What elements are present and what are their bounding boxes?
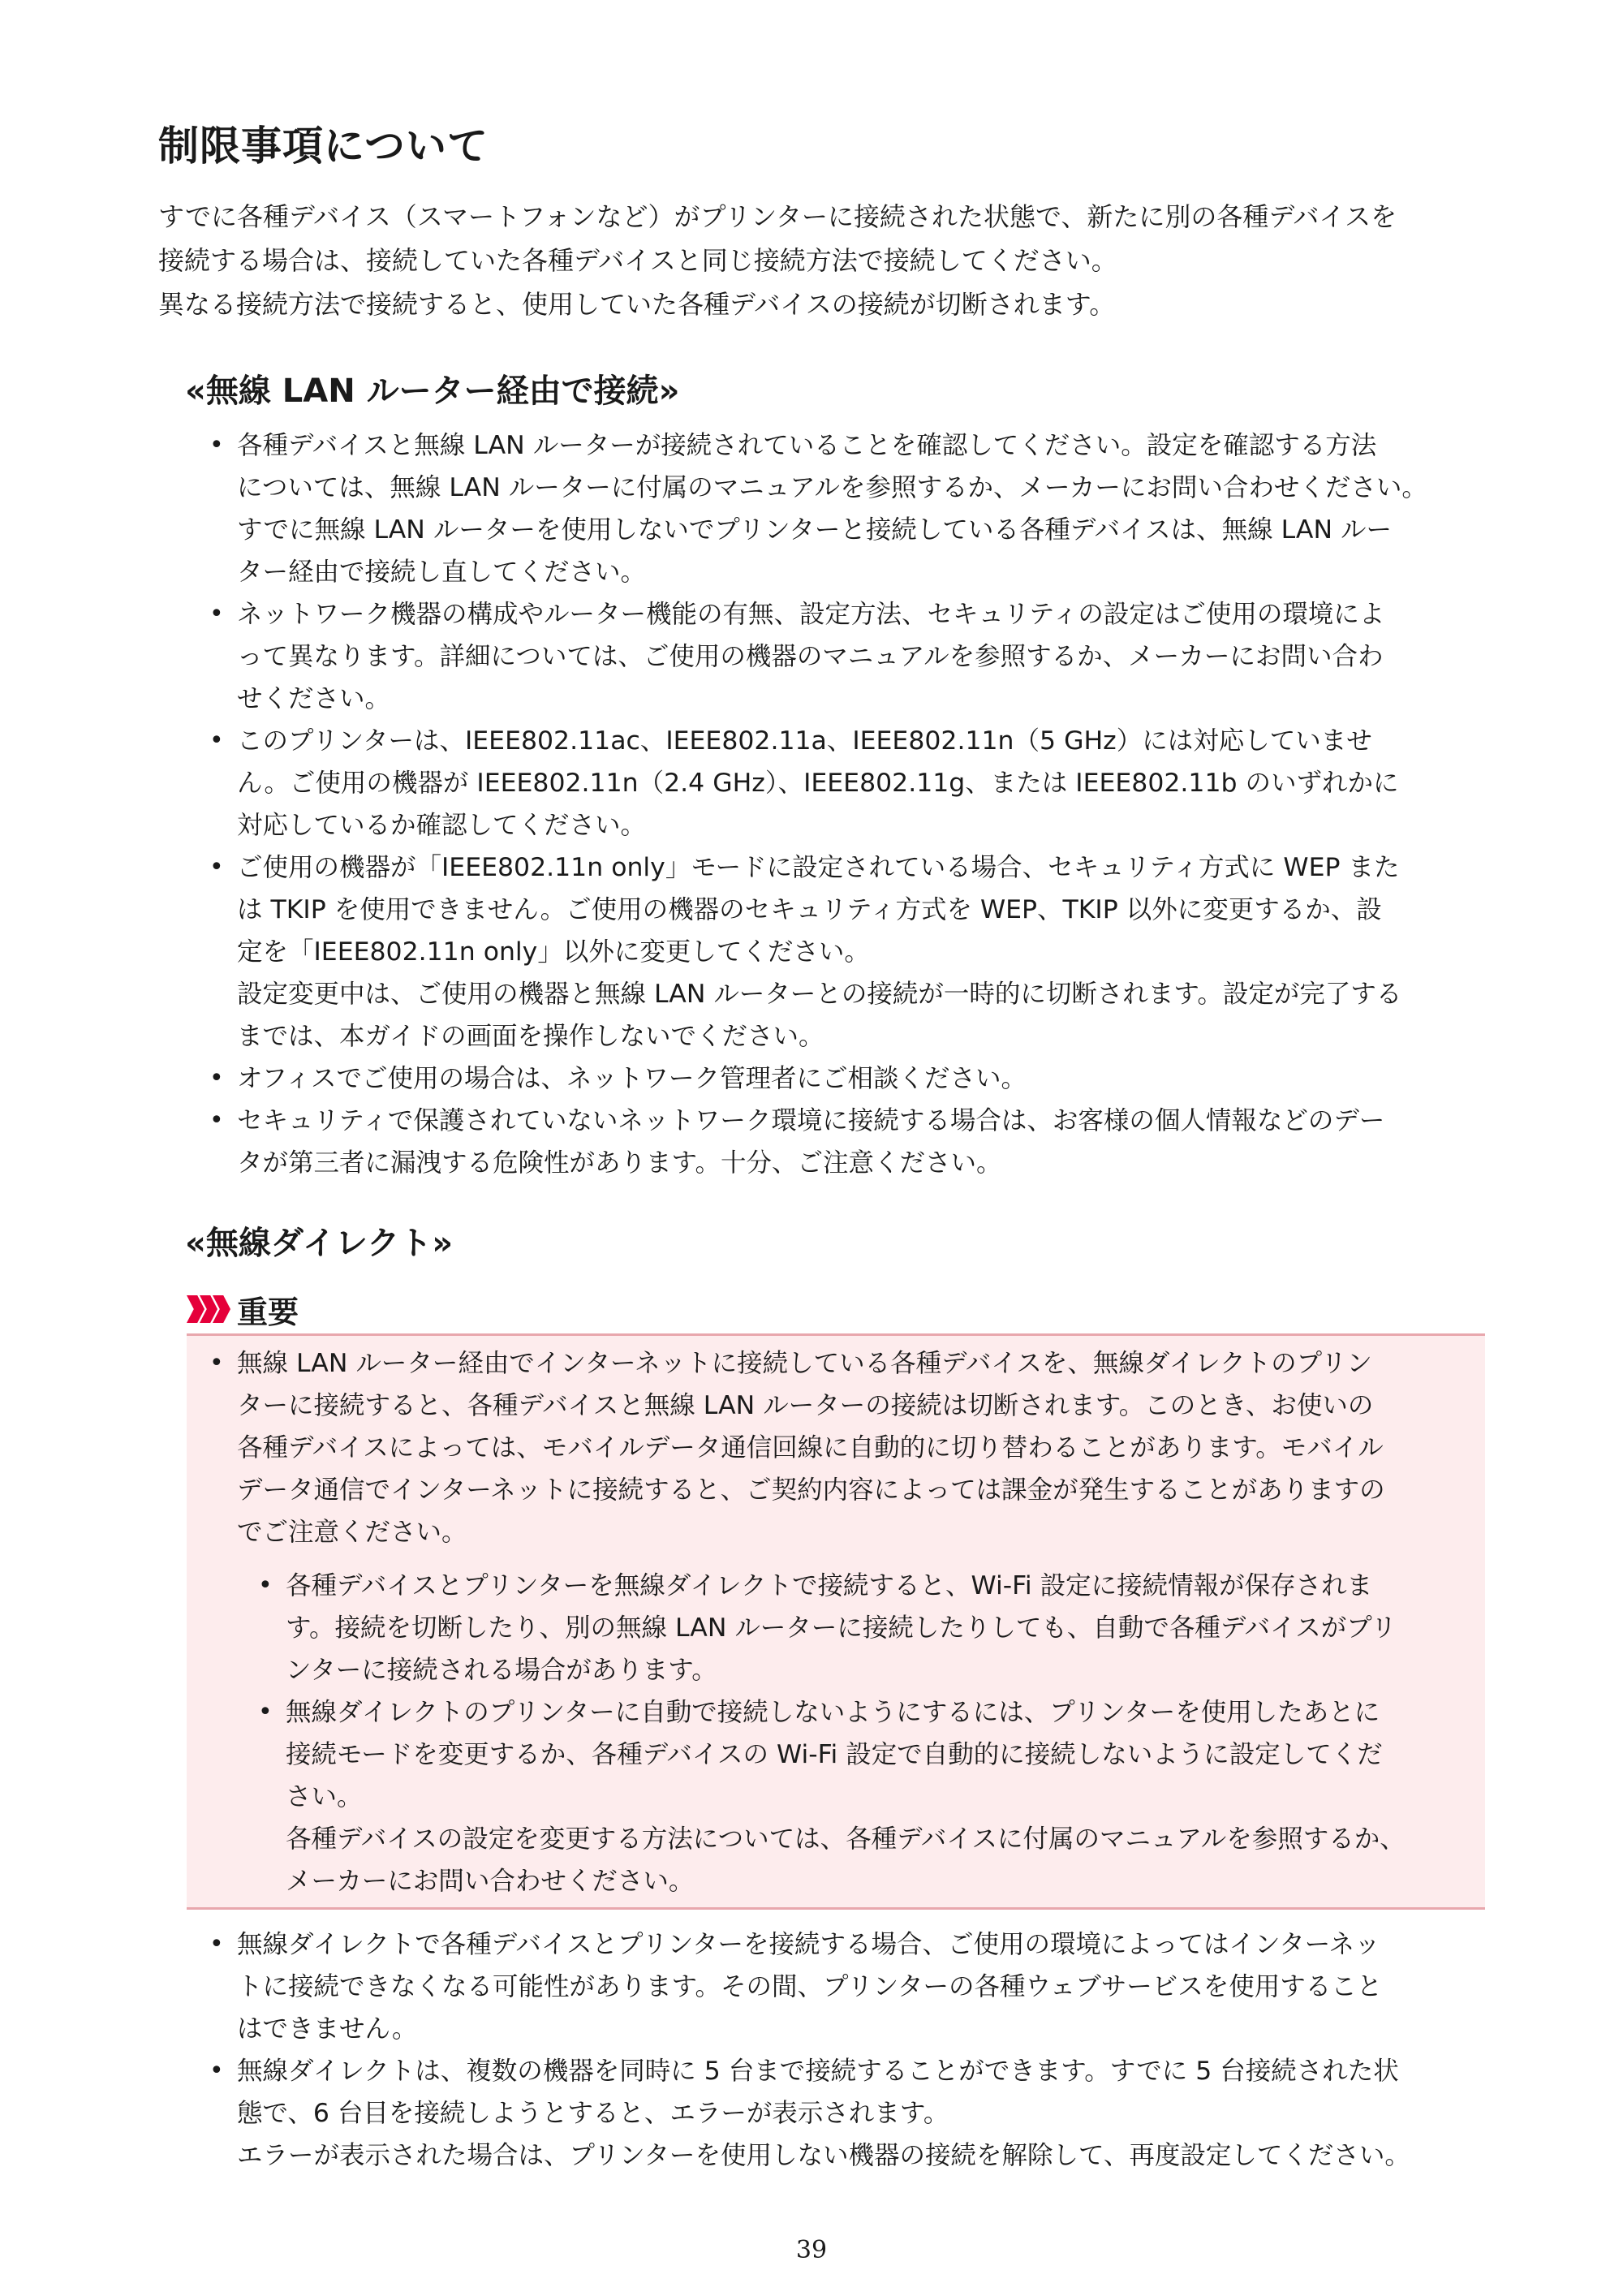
list-item-line: タが第三者に漏洩する危険性があります。十分、ご注意ください。 — [237, 1148, 1002, 1178]
bullet-icon: • — [209, 2057, 224, 2085]
section-heading-direct: «無線ダイレクト» — [185, 1225, 454, 1262]
list-item — [258, 1565, 1475, 1691]
list-item-line: ターに接続すると、各種デバイスと無線 LAN ルーターの接続は切断されます。このとき、お使いの — [237, 1391, 1374, 1420]
list-item-line: 無線ダイレクトは、複数の機器を同時に 5 台まで接続することができます。すでに 5 台接続された状 — [237, 2057, 1399, 2086]
list-item-line: 接続モードを変更するか、各種デバイスの Wi-Fi 設定で自動的に接続しないように設定してくだ — [286, 1740, 1383, 1769]
list-item-line: 設定変更中は、ご使用の機器と無線 LAN ルーターとの接続が一時的に切断されます。設定が完了する — [237, 980, 1402, 1009]
list-item-line: 各種デバイスと無線 LAN ルーターが接続されていることを確認してください。設定を確認する方法 — [237, 431, 1377, 460]
list-item-line: ご使用の機器が「IEEE802.11n only」モードに設定されている場合、セキュリティ方式に WEP また — [237, 853, 1400, 882]
important-box — [187, 1333, 1485, 1910]
list-item-line: すでに無線 LAN ルーターを使用しないでプリンターと接続している各種デバイスは、無線 LAN ルー — [237, 515, 1393, 545]
bullet-icon: • — [209, 600, 224, 628]
list-item-line: 無線 LAN ルーター経由でインターネットに接続している各種デバイスを、無線ダイレクトのプリン — [237, 1349, 1372, 1378]
intro-line: 異なる接続方法で接続すると、使用していた各種デバイスの接続が切断されます。 — [158, 289, 1116, 320]
bullet-icon: • — [209, 726, 224, 755]
bullet-icon: • — [209, 1349, 224, 1377]
intro-line: 接続する場合は、接続していた各種デバイスと同じ接続方法で接続してください。 — [158, 245, 1117, 276]
important-header — [187, 1289, 299, 1329]
list-item-line: セキュリティで保護されていないネットワーク環境に接続する場合は、お客様の個人情報などのデー — [237, 1106, 1385, 1135]
direct-notes-list — [209, 1923, 1492, 2177]
page-number: 39 — [795, 2236, 828, 2264]
intro-text — [158, 195, 1489, 326]
list-item-line: 無線ダイレクトのプリンターに自動で接続しないようにするには、プリンターを使用したあとに — [286, 1698, 1380, 1727]
list-item-line: ター経由で接続し直してください。 — [237, 558, 647, 587]
list-item-line: エラーが表示された場合は、プリンターを使用しない機器の接続を解除して、再度設定してください。 — [237, 2141, 1410, 2170]
important-chevron-icon — [187, 1295, 226, 1323]
intro-line: すでに各種デバイス（スマートフォンなど）がプリンターに接続された状態で、新たに別の各種デバイスを — [158, 201, 1397, 232]
list-item-line: ンターに接続される場合があります。 — [286, 1656, 717, 1685]
list-item — [209, 1923, 1492, 2050]
list-item-line: 対応しているか確認してください。 — [237, 811, 647, 840]
list-item-line: トに接続できなくなる可能性があります。その間、プリンターの各種ウェブサービスを使用すること — [237, 1972, 1383, 2001]
section-heading-router: «無線 LAN ルーター経由で接続» — [185, 373, 680, 410]
important-label: 重要 — [237, 1294, 299, 1330]
list-item-line: 態で、6 台目を接続しようとすると、エラーが表示されます。 — [237, 2099, 949, 2128]
bullet-icon: • — [209, 1064, 224, 1092]
list-item — [209, 1342, 1475, 1553]
list-item-line: って異なります。詳細については、ご使用の機器のマニュアルを参照するか、メーカーにお問い合わ — [237, 642, 1384, 671]
list-item-line: までは、本ガイドの画面を操作しないでください。 — [237, 1022, 824, 1051]
list-item — [209, 846, 1492, 1058]
list-item-line: せください。 — [237, 684, 391, 713]
bullet-icon: • — [258, 1698, 273, 1726]
important-list — [209, 1342, 1475, 1553]
bullet-icon: • — [209, 853, 224, 881]
list-item-line: 各種デバイスによっては、モバイルデータ通信回線に自動的に切り替わることがあります。モバイル — [237, 1433, 1384, 1462]
list-item-line: 無線ダイレクトで各種デバイスとプリンターを接続する場合、ご使用の環境によってはインターネッ — [237, 1930, 1380, 1959]
list-item-line: メーカーにお問い合わせください。 — [286, 1867, 695, 1896]
important-sublist — [258, 1565, 1475, 1902]
list-item-line: はできません。 — [237, 2014, 418, 2044]
list-item-line: ネットワーク機器の構成やルーター機能の有無、設定方法、セキュリティの設定はご使用の環境によ — [237, 600, 1385, 629]
list-item — [209, 1058, 1492, 1100]
list-item-line: す。接続を切断したり、別の無線 LAN ルーターに接続したりしても、自動で各種デバイスがプリ — [286, 1613, 1397, 1643]
list-item-line: ん。ご使用の機器が IEEE802.11n（2.4 GHz）、IEEE802.11g、または IEEE802.11b のいずれかに — [237, 769, 1399, 798]
list-item — [209, 593, 1492, 720]
list-item — [209, 2050, 1492, 2177]
list-item-line: さい。 — [286, 1782, 363, 1811]
page-title: 制限事項について — [158, 123, 489, 170]
bullet-icon: • — [258, 1571, 273, 1600]
list-item-line: は TKIP を使用できません。ご使用の機器のセキュリティ方式を WEP、TKIP 以外に変更するか、設 — [237, 895, 1382, 924]
list-item-line: このプリンターは、IEEE802.11ac、IEEE802.11a、IEEE802.11n（5 GHz）には対応していませ — [237, 726, 1372, 756]
list-item — [209, 720, 1492, 846]
list-item-line: 各種デバイスの設定を変更する方法については、各種デバイスに付属のマニュアルを参照するか、 — [286, 1824, 1406, 1854]
list-item-line: 各種デバイスとプリンターを無線ダイレクトで接続すると、Wi-Fi 設定に接続情報が保存されま — [286, 1571, 1373, 1600]
list-item — [258, 1691, 1475, 1902]
list-item — [209, 424, 1492, 593]
list-item-line: については、無線 LAN ルーターに付属のマニュアルを参照するか、メーカーにお問い合わせください。 — [237, 473, 1427, 502]
list-item-line: 定を「IEEE802.11n only」以外に変更してください。 — [237, 937, 870, 967]
router-notes-list — [209, 424, 1492, 1184]
bullet-icon: • — [209, 1106, 224, 1135]
list-item-line: データ通信でインターネットに接続すると、ご契約内容によっては課金が発生することがありますの — [237, 1475, 1385, 1505]
bullet-icon: • — [209, 1930, 224, 1958]
bullet-icon: • — [209, 431, 224, 459]
list-item-line: でご注意ください。 — [237, 1518, 467, 1547]
list-item-line: オフィスでご使用の場合は、ネットワーク管理者にご相談ください。 — [237, 1064, 1027, 1093]
list-item — [209, 1100, 1492, 1184]
